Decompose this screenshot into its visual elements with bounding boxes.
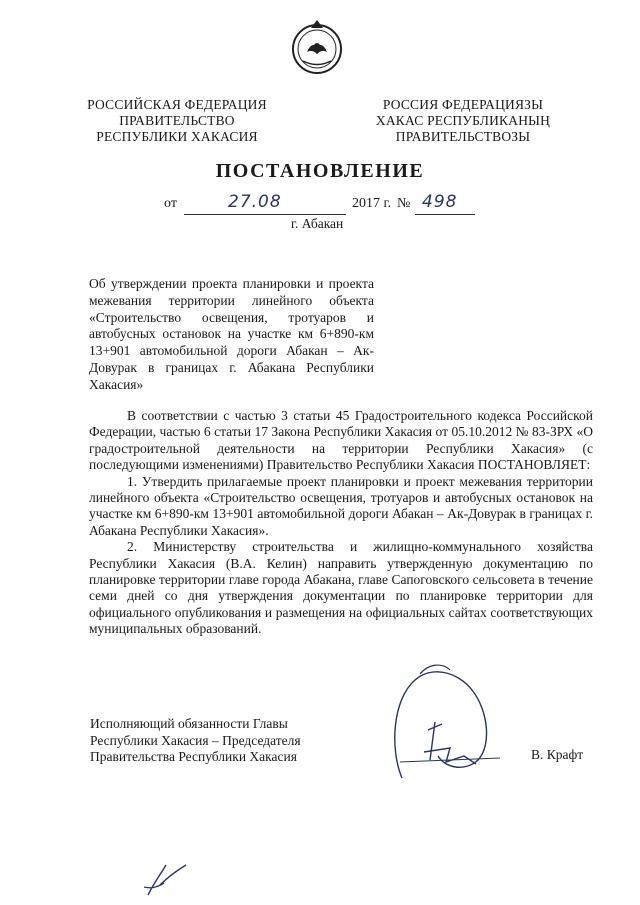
body-paragraph: В соответствии с частью 3 статьи 45 Градостроительного кодекса Российской Федерации, частью 6 статьи 17 Закона Республики Хакасия от 05.10.2012 № 83-ЗРХ «О градостроительной деятельности на территории Республики Хакасия» (с последующими изменениями) Правительство Республики Хакасия ПОСТАНОВЛЯЕТ: [89, 408, 593, 473]
header-right-line: ПРАВИТЕЛЬСТВОЗЫ [395, 129, 531, 144]
document-subject: Об утверждении проекта планировки и проекта межевания территории линейного объекта «Строительство освещения, тротуаров и автобусных остановок на участке км 6+890-км 13+901 автомобильной дороги Абакан – Ак-Довурак в границах г. Абакана Республики Хакасия» [89, 276, 374, 392]
header-left [82, 97, 272, 145]
number-sign: № [397, 196, 411, 211]
coat-of-arms-emblem [289, 16, 345, 78]
date-underline [184, 214, 346, 215]
handwritten-signature [380, 660, 515, 785]
date-number-line [160, 192, 500, 218]
date-handwritten: 27.08 [228, 192, 282, 212]
position-line: Республики Хакасия – Председателя [90, 732, 301, 748]
body-paragraph: 2. Министерству строительства и жилищно-коммунального хозяйства Республики Хакасия (В.А. Келин) направить утвержденную документацию по планировке территории главе города Абакана, главе Сапоговского сельсовета в течение семи дней со дня утверждения документации по планировке территории для официального опубликования и размещения на официальных сайтах соответствующих муниципальных образований. [89, 539, 593, 637]
header-right-line: РОССИЯ ФЕДЕРАЦИЯЗЫ [382, 97, 544, 112]
handwritten-initials [140, 855, 190, 900]
document-body [89, 408, 593, 638]
body-paragraph: 1. Утвердить прилагаемые проект планировки и проект межевания территории линейного объекта «Строительство освещения, тротуаров и автобусных остановок на участке км 6+890-км 13+901 автомобильной дороги Абакан – Ак-Довурак в границах г. Абакана Республики Хакасия». [89, 473, 593, 538]
header-left-line: ПРАВИТЕЛЬСТВО [119, 113, 235, 128]
header-right [368, 97, 558, 145]
document-title: ПОСТАНОВЛЕНИЕ [215, 160, 425, 182]
number-underline [415, 214, 475, 215]
year-text: 2017 г. [352, 196, 392, 211]
signatory-position [90, 716, 350, 766]
position-line: Исполняющий обязанности Главы [90, 716, 288, 731]
date-prefix: от [164, 196, 177, 211]
header-left-line: РЕСПУБЛИКИ ХАКАСИЯ [96, 129, 258, 144]
city-name: г. Абакан [291, 216, 344, 231]
header-right-line: ХАКАС РЕСПУБЛИКАНЫҢ [375, 113, 551, 128]
position-line: Правительства Республики Хакасия [90, 749, 297, 764]
signer-name: В. Крафт [531, 747, 584, 762]
header-left-line: РОССИЙСКАЯ ФЕДЕРАЦИЯ [87, 97, 267, 112]
number-handwritten: 498 [422, 192, 458, 212]
